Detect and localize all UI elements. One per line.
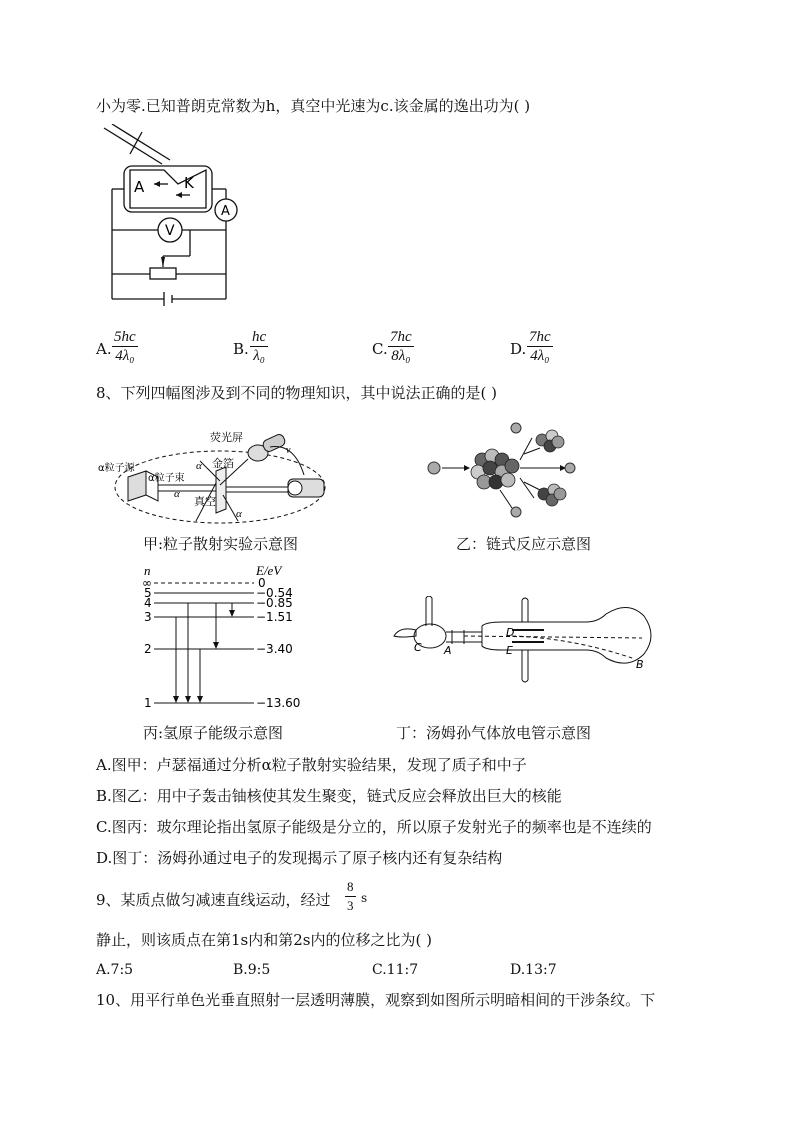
label-a: A <box>444 644 452 657</box>
cathode-label: K <box>184 174 194 192</box>
label-b: B <box>636 658 644 671</box>
level-e-1: −13.60 <box>256 696 301 710</box>
caption-yi: 乙：链式反应示意图 <box>456 535 592 553</box>
q9-option-d: D.13:7 <box>510 962 557 978</box>
anode-label: A <box>134 178 145 196</box>
photoelectric-circuit <box>100 124 250 310</box>
q9-stem-2: 静止，则该质点在第1s内和第2s内的位移之比为( ) <box>96 931 432 949</box>
q8-stem: 8、下列四幅图涉及到不同的物理知识，其中说法正确的是( ) <box>96 384 498 402</box>
q7-option-b-letter: B. <box>233 340 249 358</box>
label-screen: 荧光屏 <box>210 431 243 444</box>
level-n-labels <box>142 576 152 710</box>
level-e-inf: 0 <box>258 576 266 590</box>
q9-option-a: A.7:5 <box>96 962 134 978</box>
label-v: v <box>286 445 291 456</box>
figure-thomson-tube <box>392 596 662 686</box>
n-axis-label: n <box>144 563 151 578</box>
label-alpha-1: α <box>196 460 202 472</box>
level-e-2: −3.40 <box>256 642 293 656</box>
caption-bing: 丙:氢原子能级示意图 <box>143 724 284 742</box>
level-n-1: 1 <box>144 696 152 710</box>
label-beam: α粒子束 <box>148 473 185 484</box>
q9-frac: $\frac{8}{3}$ <box>347 879 354 913</box>
q7-option-c-letter: C. <box>372 340 388 358</box>
e-axis-label: E/eV <box>256 563 282 578</box>
q9-stem-pre: 9、某质点做匀减速直线运动，经过 <box>96 891 331 909</box>
label-source: α粒子源 <box>98 463 135 474</box>
q7-option-b-frac: $\frac{hc}{\text{λ₀}}$ <box>252 329 267 364</box>
label-foil: 金箔 <box>212 457 234 470</box>
caption-jia: 甲:粒子散射实验示意图 <box>143 535 299 553</box>
level-n-inf: ∞ <box>142 576 152 590</box>
level-e-5: −0.54 <box>256 586 293 600</box>
q7-option-c-frac: $\frac{7hc}{\text{8λ₀}}$ <box>390 329 412 364</box>
level-n-3: 3 <box>144 610 152 624</box>
q7-option-a-letter: A. <box>96 340 112 358</box>
label-e: E <box>506 644 513 657</box>
q9-unit: s <box>361 891 368 905</box>
q8-option-c: C.图丙：玻尔理论指出氢原子能级是分立的，所以原子发射光子的频率也是不连续的 <box>96 818 652 836</box>
q7-stem: 小为零.已知普朗克常数为h，真空中光速为c.该金属的逸出功为( ) <box>96 97 531 115</box>
q8-option-a: A.图甲：卢瑟福通过分析α粒子散射实验结果，发现了质子和中子 <box>96 756 527 774</box>
voltmeter-label: V <box>165 223 175 239</box>
q7-option-d-letter: D. <box>510 340 527 358</box>
q9-option-c: C.11:7 <box>372 962 419 978</box>
level-e-4: −0.85 <box>256 596 293 610</box>
ammeter-label: A <box>221 204 230 219</box>
label-alpha-3: α <box>236 508 242 520</box>
q7-option-a-frac: $\frac{5hc}{\text{4λ₀}}$ <box>114 329 136 364</box>
label-vacuum: 真空 <box>194 495 216 508</box>
label-c: C <box>414 641 422 654</box>
q7-option-d-frac: $\frac{7hc}{\text{4λ₀}}$ <box>529 329 551 364</box>
label-d: D <box>506 626 515 639</box>
label-alpha-2: α <box>174 488 180 500</box>
level-n-2: 2 <box>144 642 152 656</box>
level-n-5: 5 <box>144 586 152 600</box>
q8-option-b: B.图乙：用中子轰击铀核使其发生聚变，链式反应会释放出巨大的核能 <box>96 787 562 805</box>
level-n-4: 4 <box>144 596 152 610</box>
q10-stem: 10、用平行单色光垂直照射一层透明薄膜，观察到如图所示明暗相间的干涉条纹。下 <box>96 991 656 1009</box>
figure-chain-reaction <box>420 420 590 525</box>
level-e-3: −1.51 <box>256 610 293 624</box>
q8-option-d: D.图丁：汤姆孙通过电子的发现揭示了原子核内还有复杂结构 <box>96 849 503 867</box>
figure-energy-levels <box>138 563 308 713</box>
figure-alpha-scattering <box>98 425 343 530</box>
caption-ding: 丁：汤姆孙气体放电管示意图 <box>396 724 592 742</box>
q9-option-b: B.9:5 <box>233 962 271 978</box>
